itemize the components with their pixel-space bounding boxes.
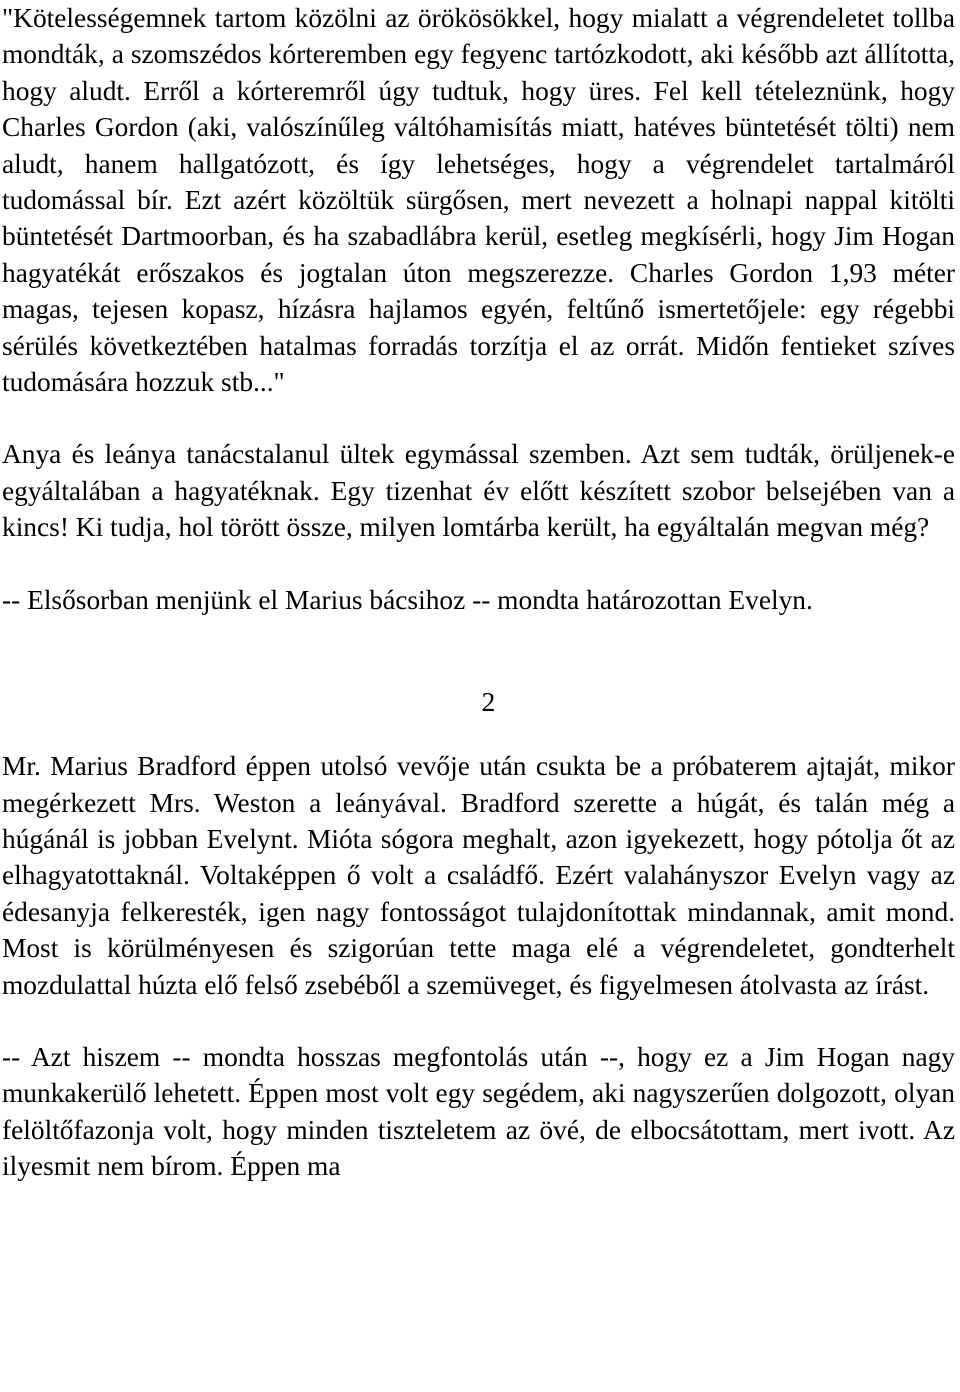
paragraph-spacer bbox=[2, 400, 955, 436]
paragraph-spacer bbox=[2, 1003, 955, 1039]
paragraph-spacer bbox=[2, 720, 955, 748]
paragraph-evelyn-dialogue: -- Elsősorban menjünk el Marius bácsihoz -- mondta határozottan Evelyn. bbox=[2, 584, 813, 615]
paragraph-bradford-dialogue: -- Azt hiszem -- mondta hosszas megfontolás után --, hogy ez a Jim Hogan nagy munkakerülő lehetett. Éppen most volt egy segédem, aki nagyszerűen dolgozott, olyan felöltőfazonja volt, hogy minden tiszteletem az övé, de elbocsátottam, mert ivott. Az ilyesmit nem bírom. Éppen ma bbox=[2, 1041, 955, 1182]
chapter-number: 2 bbox=[481, 687, 496, 718]
paragraph-mother-daughter: Anya és leánya tanácstalanul ültek egymással szemben. Azt sem tudták, örüljenek-e egyáltalában a hagyatéknak. Egy tizenhat év előtt készített szobor belsejében van a kincs! Ki tudja, hol törött össze, milyen lomtárba került, ha egyáltalán megvan még? bbox=[2, 439, 955, 543]
paragraph-letter-quote: "Kötelességemnek tartom közölni az örökösökkel, hogy mialatt a végrendeletet tollba mondták, a szomszédos kórteremben egy fegyenc tartózkodott, aki később azt állította, hogy aludt. Erről a kórteremről úgy tudtuk, hogy üres. Fel kell tételeznünk, hogy Charles Gordon (aki, valószínűleg váltóhamisítás miatt, hatéves büntetését tölti) nem aludt, hanem hallgatózott, és így lehetséges, hogy a végrendelet tartalmáról tudomással bír. Ezt azért közöltük sürgősen, mert nevezett a holnapi nappal kitölti büntetését Dartmoorban, és ha szabadlábra kerül, esetleg megkísérli, hogy Jim Hogan hagyatékát erőszakos és jogtalan úton megszerezze. Charles Gordon 1,93 méter magas, tejesen kopasz, hízásra hajlamos egyén, feltűnő ismertetőjele: egy régebbi sérülés következtében hatalmas forradás torzítja el az orrát. Midőn fentieket szíves tudomására hozzuk stb..." bbox=[2, 3, 955, 398]
paragraph-bradford-intro: Mr. Marius Bradford éppen utolsó vevője után csukta be a próbaterem ajtaját, mikor megérkezett Mrs. Weston a leányával. Bradford szerette a húgát, és talán még a húgánál is jobban Evelynt. Mióta sógora meghalt, azon igyekezett, hogy pótolja őt az elhagyatottaknál. Voltaképpen ő volt a családfő. Ezért valahányszor Evelyn vagy az édesanyja felkeresték, igen nagy fontosságot tulajdonítottak mindannak, amit mond. Most is körülményesen és szigorúan tette maga elé a végrendeletet, gondterhelt mozdulattal húzta elő felső zsebéből a szemüveget, és figyelmesen átolvasta az írást. bbox=[2, 751, 955, 1000]
paragraph-spacer bbox=[2, 546, 955, 582]
chapter-number-container bbox=[2, 684, 955, 720]
document-page bbox=[2, 0, 955, 1185]
